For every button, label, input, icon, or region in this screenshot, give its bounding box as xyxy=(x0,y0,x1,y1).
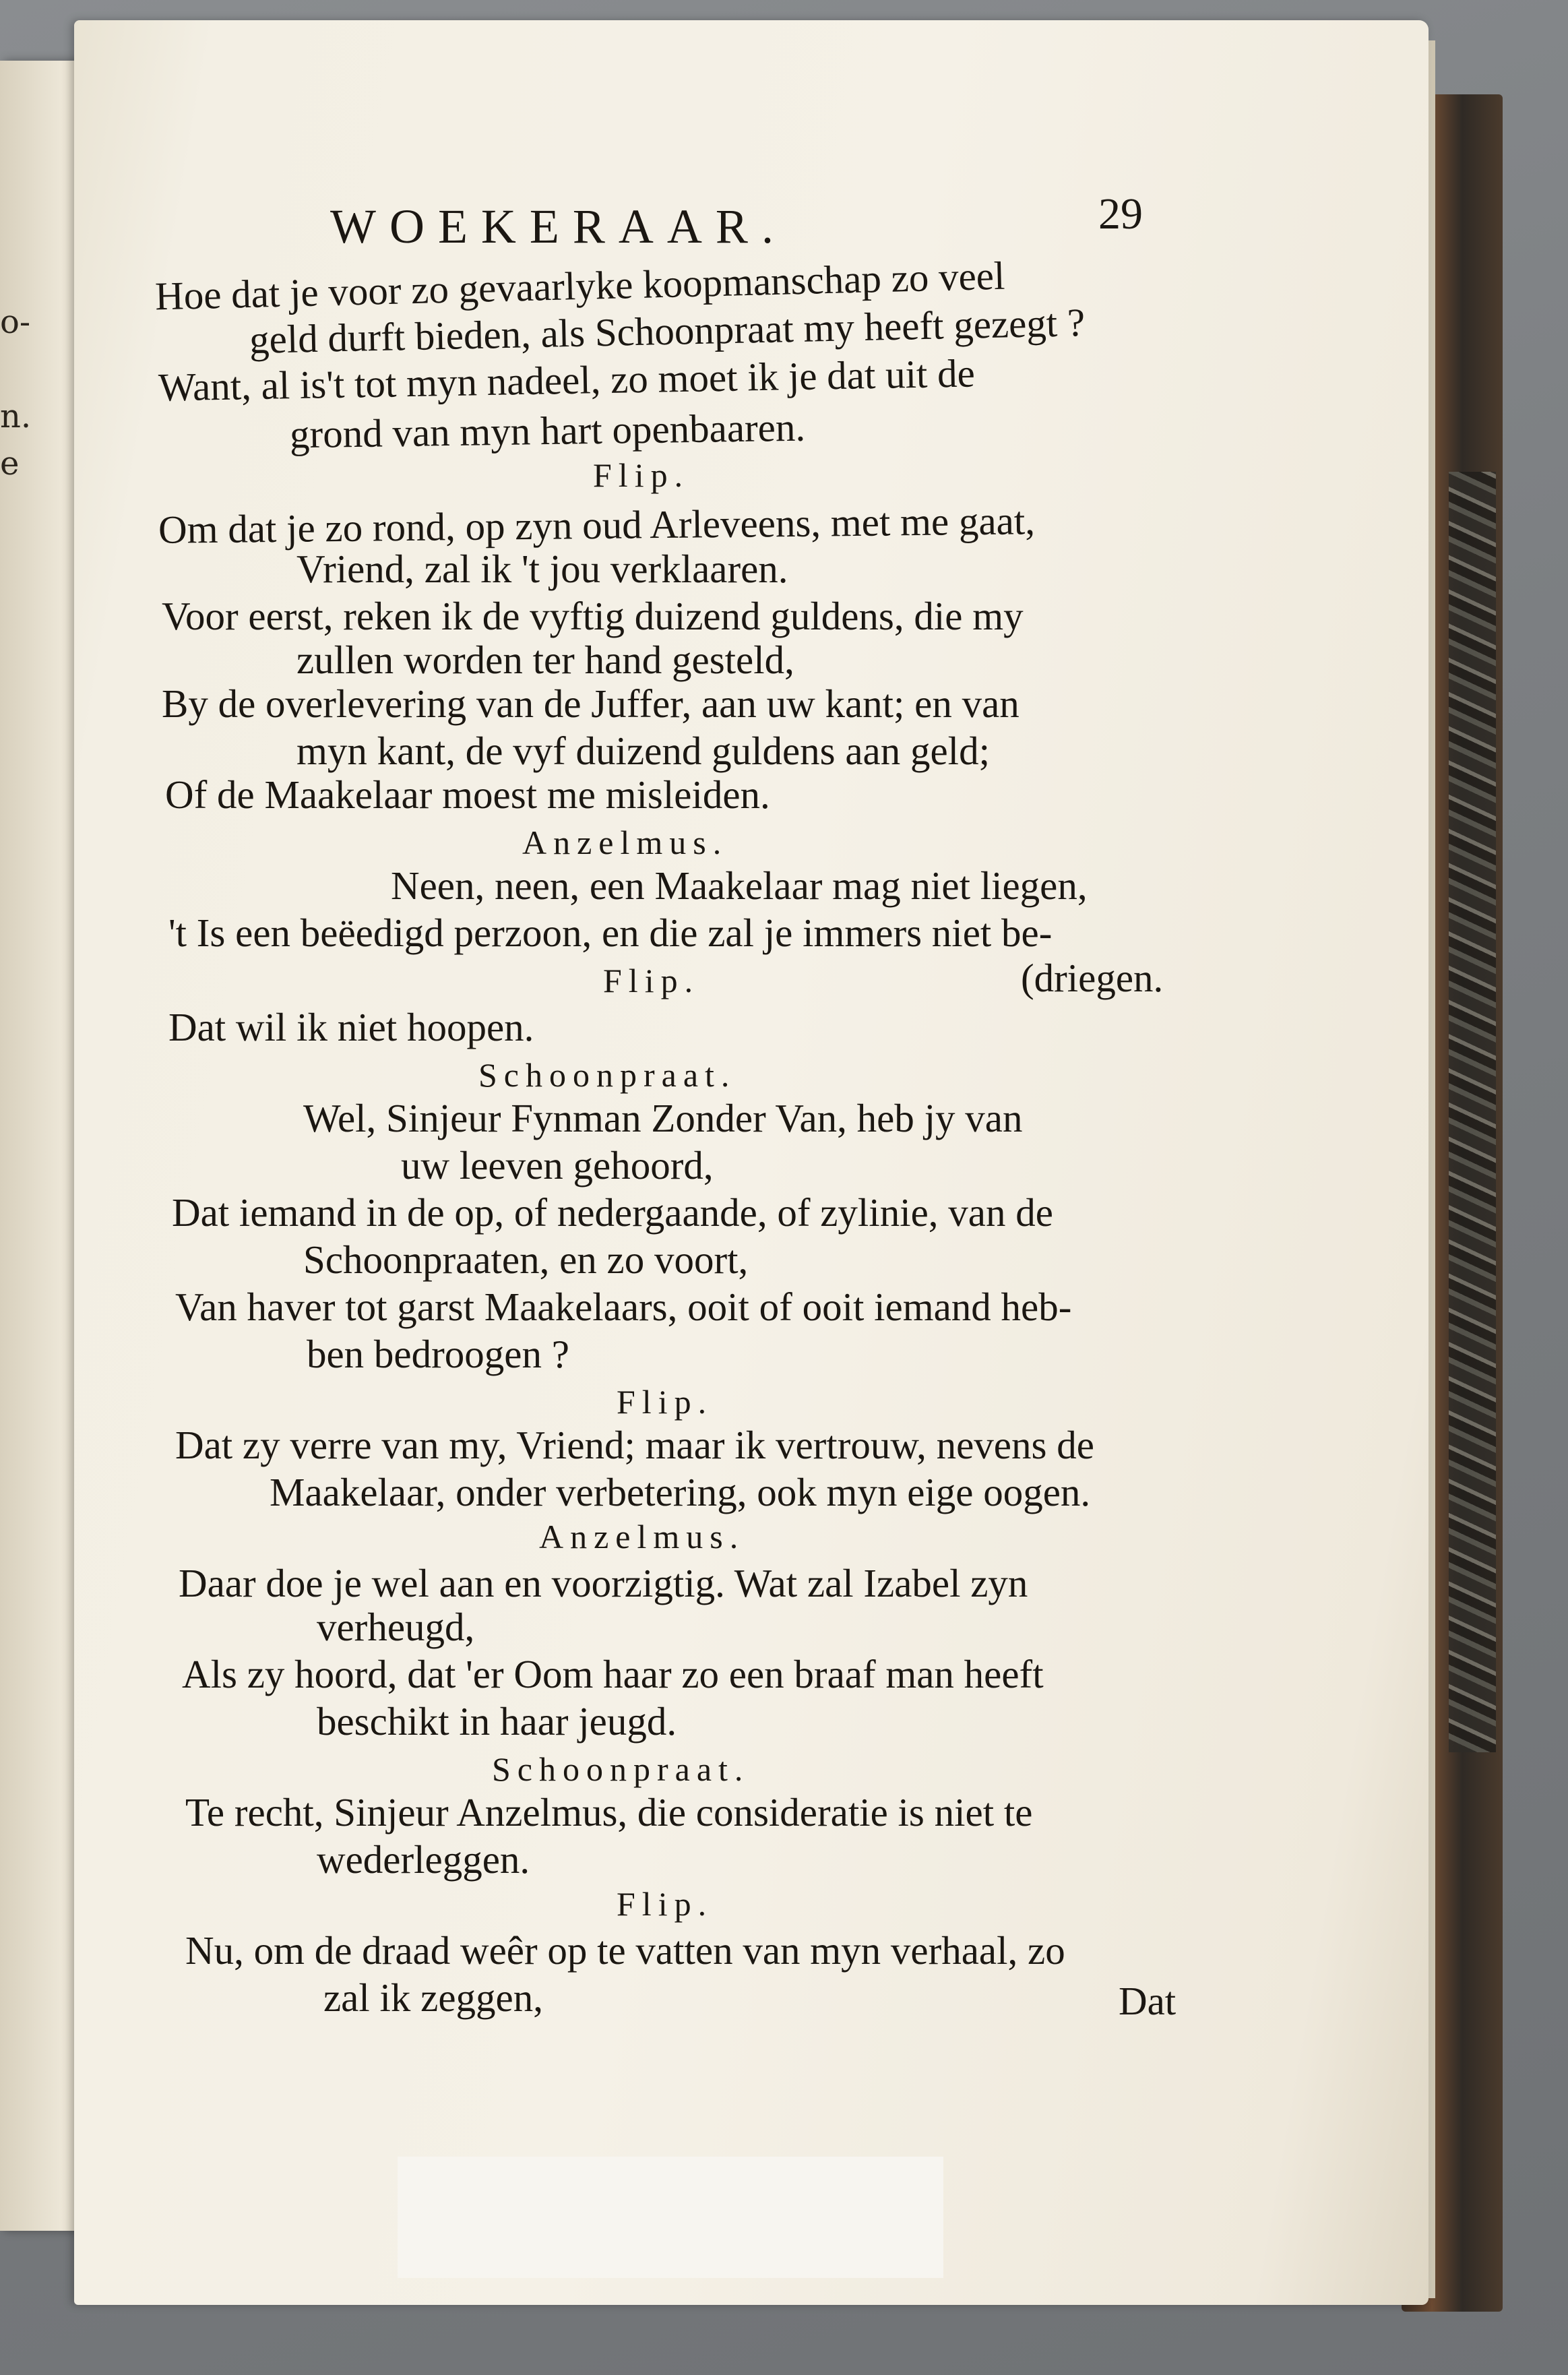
text-line: myn kant, de vyf duizend guldens aan geld; xyxy=(296,729,990,773)
text-line: 't Is een beëedigd perzoon, en die zal je immers niet be- xyxy=(168,911,1053,955)
text-line: geld durft bieden, als Schoonpraat my heeft gezegt ? xyxy=(249,300,1086,362)
text-line: Neen, neen, een Maakelaar mag niet liegen, xyxy=(391,863,1088,908)
speaker-name: Schoonpraat. xyxy=(492,1750,750,1788)
speaker-name: Flip. xyxy=(603,962,700,999)
catchword: Dat xyxy=(1119,1979,1177,2023)
speaker-name: Schoonpraat. xyxy=(478,1056,736,1094)
speaker-name: Anzelmus. xyxy=(539,1518,745,1555)
text-line: wederleggen. xyxy=(317,1837,530,1882)
text-line: Om dat je zo rond, op zyn oud Arleveens, met me gaat, xyxy=(158,498,1036,552)
text-line: Als zy hoord, dat 'er Oom haar zo een braaf man heeft xyxy=(182,1652,1044,1696)
text-line: Dat zy verre van my, Vriend; maar ik vertrouw, nevens de xyxy=(175,1423,1094,1467)
text-line: Maakelaar, onder verbetering, ook myn eige oogen. xyxy=(270,1470,1091,1514)
text-line: Of de Maakelaar moest me misleiden. xyxy=(165,772,770,817)
text-line: Te recht, Sinjeur Anzelmus, die consideratie is niet te xyxy=(185,1790,1033,1834)
text-line: verheugd, xyxy=(317,1605,475,1649)
text-line: Daar doe je wel aan en voorzigtig. Wat zal Izabel zyn xyxy=(179,1561,1028,1605)
left-page-fragment: e xyxy=(0,445,20,483)
text-line: ben bedroogen ? xyxy=(307,1332,569,1376)
text-line: Voor eerst, reken ik de vyftig duizend guldens, die my xyxy=(162,594,1024,638)
text-line: Nu, om de draad weêr op te vatten van myn verhaal, zo xyxy=(185,1928,1065,1973)
speaker-name: Flip. xyxy=(617,1383,714,1421)
speaker-name: Anzelmus. xyxy=(522,824,728,861)
text-line: (driegen. xyxy=(1021,956,1164,1000)
text-line: Wel, Sinjeur Fynman Zonder Van, heb jy van xyxy=(303,1096,1023,1140)
text-line: Schoonpraaten, en zo voort, xyxy=(303,1237,749,1282)
text-line: Want, al is't tot myn nadeel, zo moet ik je dat uit de xyxy=(158,350,976,410)
text-line: zullen worden ter hand gesteld, xyxy=(296,638,794,682)
text-line: Dat wil ik niet hoopen. xyxy=(168,1005,534,1049)
text-line: grond van myn hart openbaaren. xyxy=(289,404,806,457)
page-number: 29 xyxy=(1098,189,1143,239)
text-line: beschikt in haar jeugd. xyxy=(317,1699,677,1744)
text-line: Dat iemand in de op, of nedergaande, of zylinie, van de xyxy=(172,1190,1053,1235)
speaker-name: Flip. xyxy=(617,1885,714,1923)
text-line: Van haver tot garst Maakelaars, ooit of ooit iemand heb- xyxy=(175,1285,1072,1329)
marbled-endpaper xyxy=(1449,472,1496,1752)
text-line: Vriend, zal ik 't jou verklaaren. xyxy=(296,547,788,591)
text-line: By de overlevering van de Juffer, aan uw kant; en van xyxy=(162,681,1020,726)
running-head: WOEKERAAR. xyxy=(330,199,787,253)
paper-label-strip xyxy=(398,2157,943,2278)
text-line: Hoe dat je voor zo gevaarlyke koopmanschap zo veel xyxy=(154,253,1006,319)
speaker-name: Flip. xyxy=(593,456,690,494)
left-page-fragment: n. xyxy=(0,398,32,435)
left-page-fragment: o- xyxy=(0,303,31,341)
text-line: uw leeven gehoord, xyxy=(401,1143,714,1188)
text-line: zal ik zeggen, xyxy=(323,1975,543,2020)
